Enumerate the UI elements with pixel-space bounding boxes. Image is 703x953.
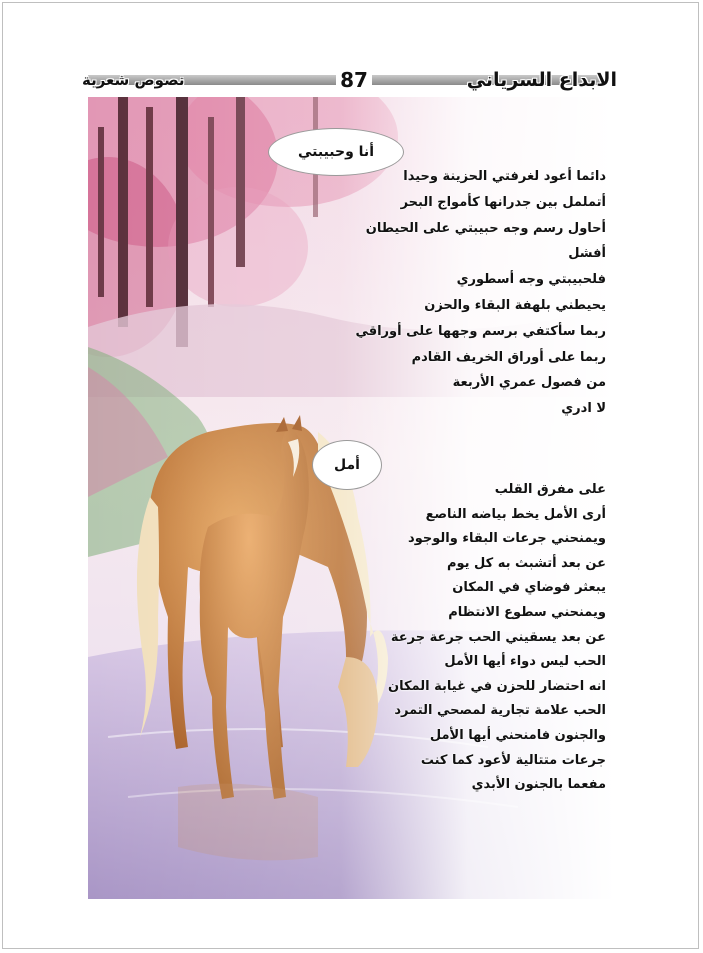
poem-line: فلحبيبتي وجه أسطوري: [456, 272, 606, 288]
poem-line: ربما سأكتفي برسم وجهها على أوراقي: [355, 323, 606, 339]
poem-line: ربما على أوراق الخريف القادم: [411, 349, 606, 365]
poem-text: [388, 478, 606, 798]
poem-line: على مفرق القلب: [494, 482, 606, 497]
page-number: 87: [336, 68, 372, 92]
poem-line: جرعات متتالية لأعود كما كنت: [420, 752, 606, 768]
poem-title: أنا وحبيبتي: [297, 144, 374, 160]
poem-line: عن بعد يسقيني الحب جرعة جرعة: [390, 629, 606, 645]
poem-line: يحيطني بلهفة البقاء والحزن: [424, 297, 606, 313]
page-header: [82, 66, 617, 96]
poem-line: عن بعد أتشبث به كل يوم: [446, 555, 606, 571]
poem-line: ويمنحني سطوع الانتظام: [448, 604, 606, 620]
poem-line: أحاول رسم وجه حبيبتي على الحيطان: [365, 220, 606, 236]
poem-text: [355, 164, 606, 422]
poem-line: انه احتضار للحزن في غيابة المكان: [388, 678, 606, 694]
section-name: نصوص شعرية: [82, 71, 185, 89]
poem-line: والجنون فامنحني أيها الأمل: [429, 727, 606, 743]
poem-title: أمل: [334, 457, 360, 473]
poem-line: أرى الأمل يخط بياضه الناصع: [425, 506, 606, 522]
poem-line: الحب ليس دواء أيها الأمل: [444, 654, 606, 670]
poem-line: الحب علامة تجارية لمصحي التمرد: [394, 703, 606, 719]
poem-line: من فصول عمري الأربعة: [452, 375, 606, 391]
poem-line: ويمنحني جرعات البقاء والوجود: [408, 531, 606, 547]
magazine-name: الابداع السرياني: [466, 69, 617, 91]
poem-line: لا ادري: [561, 401, 606, 417]
poem-line: يبعثر فوضاي في المكان: [452, 580, 606, 596]
poem-line: أفشل: [568, 246, 606, 262]
poem-title-bubble: [312, 440, 382, 490]
poem-line: دائما أعود لغرفتي الحزينة وحيدا: [403, 169, 606, 184]
poem-line: مفعما بالجنون الأبدي: [471, 777, 606, 793]
poem-line: أتململ بين جدرانها كأمواج البحر: [400, 194, 606, 210]
